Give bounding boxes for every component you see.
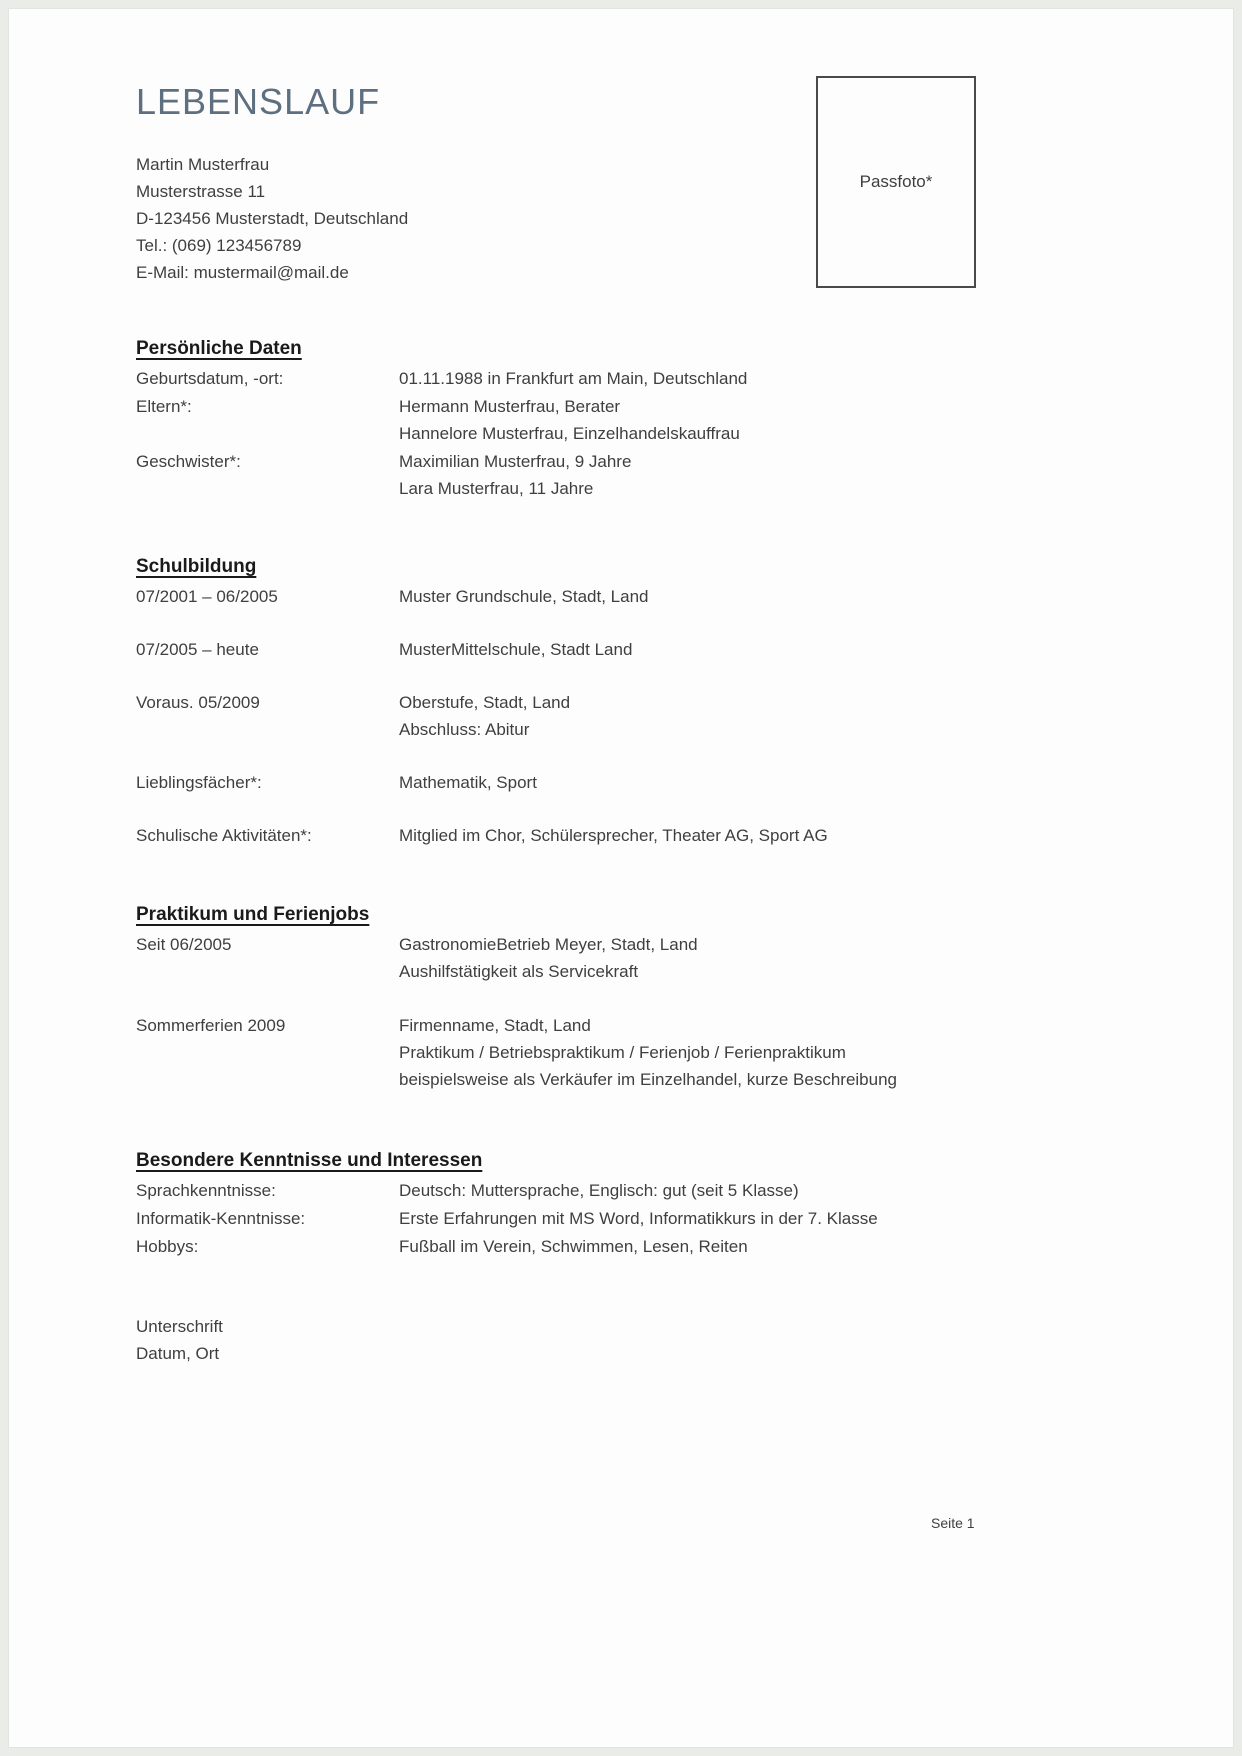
row-value-line: beispielsweise als Verkäufer im Einzelhandel, kurze Beschreibung xyxy=(399,1070,897,1089)
section-heading-education: Schulbildung xyxy=(136,556,257,577)
row-values xyxy=(399,822,1113,849)
row-value-line: Hermann Musterfrau, Berater xyxy=(399,397,621,416)
row-value-line: 01.11.1988 in Frankfurt am Main, Deutschland xyxy=(399,369,748,388)
page-number: Seite 1 xyxy=(931,1515,975,1531)
contact-city: D-123456 Musterstadt, Deutschland xyxy=(136,209,409,228)
row-value-line: Aushilfstätigkeit als Servicekraft xyxy=(399,962,639,981)
row-value-line: Lara Musterfrau, 11 Jahre xyxy=(399,479,594,498)
section-personal-data xyxy=(136,335,1113,502)
row-value-line: MusterMittelschule, Stadt Land xyxy=(399,640,633,659)
row-siblings xyxy=(136,448,1113,502)
row-values xyxy=(399,448,1113,502)
row-value-line: Deutsch: Muttersprache, Englisch: gut (seit 5 Klasse) xyxy=(399,1181,799,1200)
row-summer-internship xyxy=(136,1012,1113,1093)
row-parents xyxy=(136,393,1113,447)
row-values xyxy=(399,689,1113,743)
row-languages xyxy=(136,1177,1113,1204)
row-it-skills xyxy=(136,1205,1113,1232)
resume-page xyxy=(8,8,1234,1748)
row-value-line: Oberstufe, Stadt, Land xyxy=(399,693,571,712)
row-school-activities xyxy=(136,822,1113,849)
row-value-line: Mitglied im Chor, Schülersprecher, Theater AG, Sport AG xyxy=(399,826,828,845)
row-value-line: Muster Grundschule, Stadt, Land xyxy=(399,587,649,606)
section-internships xyxy=(136,901,1113,1093)
contact-block xyxy=(136,151,408,286)
contact-phone: Tel.: (069) 123456789 xyxy=(136,236,302,255)
row-birthdate xyxy=(136,365,1113,392)
contact-street: Musterstrasse 11 xyxy=(136,182,266,201)
row-value-line: Fußball im Verein, Schwimmen, Lesen, Reiten xyxy=(399,1237,748,1256)
row-label: Geburtsdatum, -ort: xyxy=(136,369,284,388)
row-values xyxy=(399,583,1113,610)
row-label: Sommerferien 2009 xyxy=(136,1016,286,1035)
section-heading-internships: Praktikum und Ferienjobs xyxy=(136,904,370,925)
section-skills xyxy=(136,1147,1113,1260)
row-values xyxy=(399,769,1113,796)
row-values xyxy=(399,365,1113,392)
row-values xyxy=(399,1012,1113,1093)
date-place-label: Datum, Ort xyxy=(136,1344,220,1363)
row-label: Hobbys: xyxy=(136,1237,199,1256)
photo-label: Passfoto* xyxy=(859,172,933,191)
row-values xyxy=(399,931,1113,985)
row-value-line: Abschluss: Abitur xyxy=(399,720,530,739)
row-label: Sprachkenntnisse: xyxy=(136,1181,276,1200)
signature-label: Unterschrift xyxy=(136,1317,223,1336)
section-education xyxy=(136,553,1113,849)
row-value-line: Mathematik, Sport xyxy=(399,773,537,792)
row-upper-school xyxy=(136,689,1113,743)
row-label: 07/2005 – heute xyxy=(136,640,259,659)
row-job-current xyxy=(136,931,1113,985)
passport-photo-placeholder xyxy=(816,76,976,288)
signature-block xyxy=(136,1313,223,1367)
section-heading-skills: Besondere Kenntnisse und Interessen xyxy=(136,1150,483,1171)
row-label: Seit 06/2005 xyxy=(136,935,232,954)
row-label: Voraus. 05/2009 xyxy=(136,693,260,712)
row-primary-school xyxy=(136,583,1113,610)
row-label: Informatik-Kenntnisse: xyxy=(136,1209,306,1228)
page-title: LEBENSLAUF xyxy=(136,81,381,122)
row-label: 07/2001 – 06/2005 xyxy=(136,587,278,606)
row-values xyxy=(399,1177,1113,1204)
section-heading-personal: Persönliche Daten xyxy=(136,338,302,359)
row-value-line: Erste Erfahrungen mit MS Word, Informatikkurs in der 7. Klasse xyxy=(399,1209,878,1228)
row-values xyxy=(399,1205,1113,1232)
row-values xyxy=(399,1233,1113,1260)
row-value-line: GastronomieBetrieb Meyer, Stadt, Land xyxy=(399,935,698,954)
row-middle-school xyxy=(136,636,1113,663)
row-label: Lieblingsfächer*: xyxy=(136,773,262,792)
row-value-line: Praktikum / Betriebspraktikum / Ferienjob / Ferienpraktikum xyxy=(399,1043,846,1062)
row-label: Geschwister*: xyxy=(136,452,241,471)
row-value-line: Firmenname, Stadt, Land xyxy=(399,1016,591,1035)
contact-email: E-Mail: mustermail@mail.de xyxy=(136,263,349,282)
row-values xyxy=(399,636,1113,663)
row-label: Eltern*: xyxy=(136,397,192,416)
row-hobbies xyxy=(136,1233,1113,1260)
row-values xyxy=(399,393,1113,447)
row-favorite-subjects xyxy=(136,769,1113,796)
contact-name: Martin Musterfrau xyxy=(136,155,270,174)
row-label: Schulische Aktivitäten*: xyxy=(136,826,312,845)
row-value-line: Maximilian Musterfrau, 9 Jahre xyxy=(399,452,632,471)
row-value-line: Hannelore Musterfrau, Einzelhandelskauffrau xyxy=(399,424,740,443)
